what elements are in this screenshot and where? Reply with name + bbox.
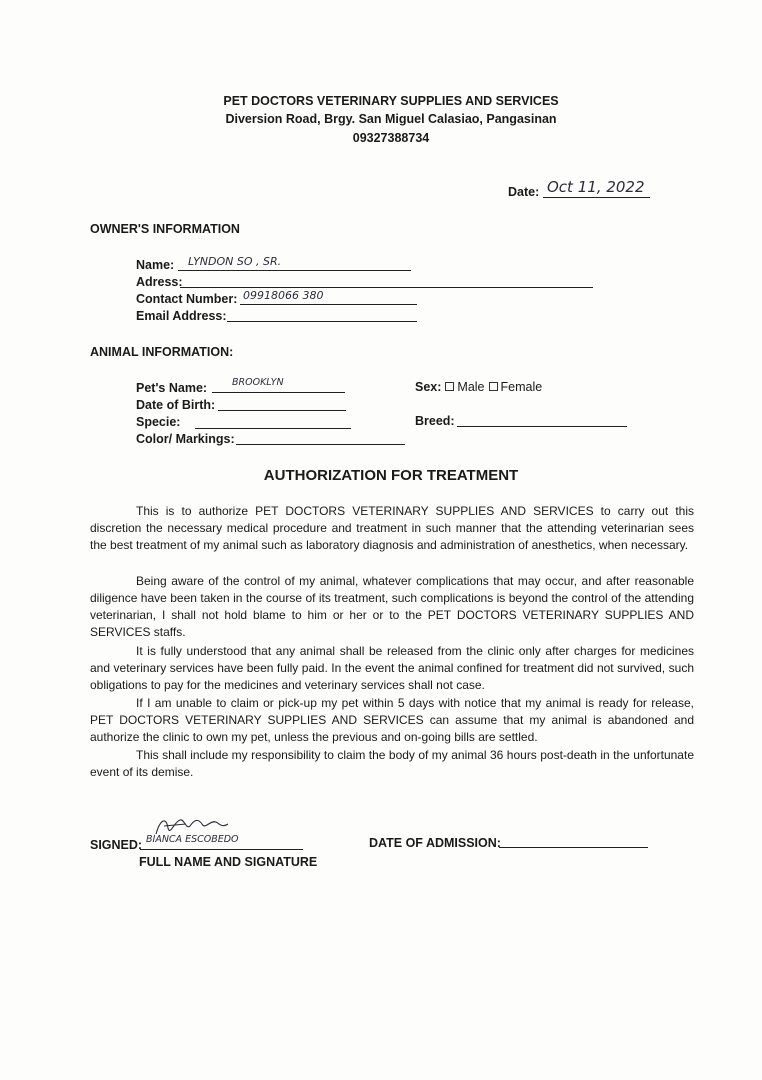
breed-label: Breed: xyxy=(415,414,455,428)
pet-name-line xyxy=(212,392,345,393)
sex-label: Sex: xyxy=(415,380,442,394)
female-checkbox xyxy=(489,382,498,391)
animal-heading: ANIMAL INFORMATION: xyxy=(90,345,234,359)
color-line xyxy=(236,444,405,445)
specie-label: Specie: xyxy=(136,415,181,429)
company-phone: 09327388734 xyxy=(352,131,430,145)
owner-contact-line xyxy=(240,304,417,305)
owner-name-value: LYNDON SO , SR. xyxy=(188,255,282,268)
dob-label: Date of Birth: xyxy=(136,398,216,412)
signature-caption: FULL NAME AND SIGNATURE xyxy=(139,855,318,869)
owner-contact-label: Contact Number: xyxy=(136,292,238,306)
male-checkbox xyxy=(445,382,454,391)
owner-name-label: Name: xyxy=(136,258,175,272)
date-value: Oct 11, 2022 xyxy=(547,178,645,196)
pet-name-value: BROOKLYN xyxy=(232,377,284,388)
color-label: Color/ Markings: xyxy=(136,432,235,446)
owner-name-line xyxy=(178,270,411,271)
authorization-paragraph-3: It is fully understood that any animal shall be released from the clinic only after charges for medicines and veterinary services have been fully paid. In the event the animal confined for treatment did not survived, such obligations to pay for the medicines and veterinary services shall not case. xyxy=(90,644,694,692)
authorization-paragraph-2: Being aware of the control of my animal, whatever complications that may occur, and after reasonable diligence have been taken in the course of its treatment, such complications is beyond the control of the attending veterinarian, I shall not hold blame to him or her or to the PET DOCTORS VETERINARY SUPPLIES AND SERVICES staffs. xyxy=(90,574,694,639)
authorization-title: AUTHORIZATION FOR TREATMENT xyxy=(263,467,519,484)
sex-field xyxy=(415,380,542,394)
authorization-paragraph-4: If I am unable to claim or pick-up my pet within 5 days with notice that my animal is ready for release, PET DOCTORS VETERINARY SUPPLIES AND SERVICES can assume that my animal is abandoned and authorize the clinic to own my pet, unless the previous and on-going bills are settled. xyxy=(90,696,694,744)
breed-line xyxy=(457,426,627,427)
owner-email-line xyxy=(227,321,417,322)
dob-line xyxy=(218,410,346,411)
signed-label: SIGNED: xyxy=(90,838,143,852)
specie-line xyxy=(195,428,351,429)
owner-email-label: Email Address: xyxy=(136,309,227,323)
signature-printed-name: BIANCA ESCOBEDO xyxy=(146,834,239,845)
authorization-paragraph-5: This shall include my responsibility to claim the body of my animal 36 hours post-death in the unfortunate event of its demise. xyxy=(90,748,694,779)
signature-line xyxy=(140,849,303,850)
admission-label: DATE OF ADMISSION: xyxy=(369,836,501,850)
authorization-paragraph-1: This is to authorize PET DOCTORS VETERINARY SUPPLIES AND SERVICES to carry out this discretion the necessary medical procedure and treatment in such manner that the attending veterinarian sees the best treatment of my animal such as laboratory diagnosis and administration of anesthetics, when necessary. xyxy=(90,504,694,552)
female-label: Female xyxy=(500,380,543,394)
owner-heading: OWNER'S INFORMATION xyxy=(90,222,240,236)
owner-address-label: Adress: xyxy=(136,275,183,289)
date-label: Date: xyxy=(508,185,540,199)
admission-line xyxy=(499,847,648,848)
date-line xyxy=(543,197,650,198)
pet-name-label: Pet's Name: xyxy=(136,381,208,395)
owner-address-line xyxy=(180,287,593,288)
owner-contact-value: 09918066 380 xyxy=(243,289,324,302)
company-address: Diversion Road, Brgy. San Miguel Calasiao, Pangasinan xyxy=(225,112,557,126)
male-label: Male xyxy=(457,380,485,394)
company-name: PET DOCTORS VETERINARY SUPPLIES AND SERVICES xyxy=(223,94,559,108)
